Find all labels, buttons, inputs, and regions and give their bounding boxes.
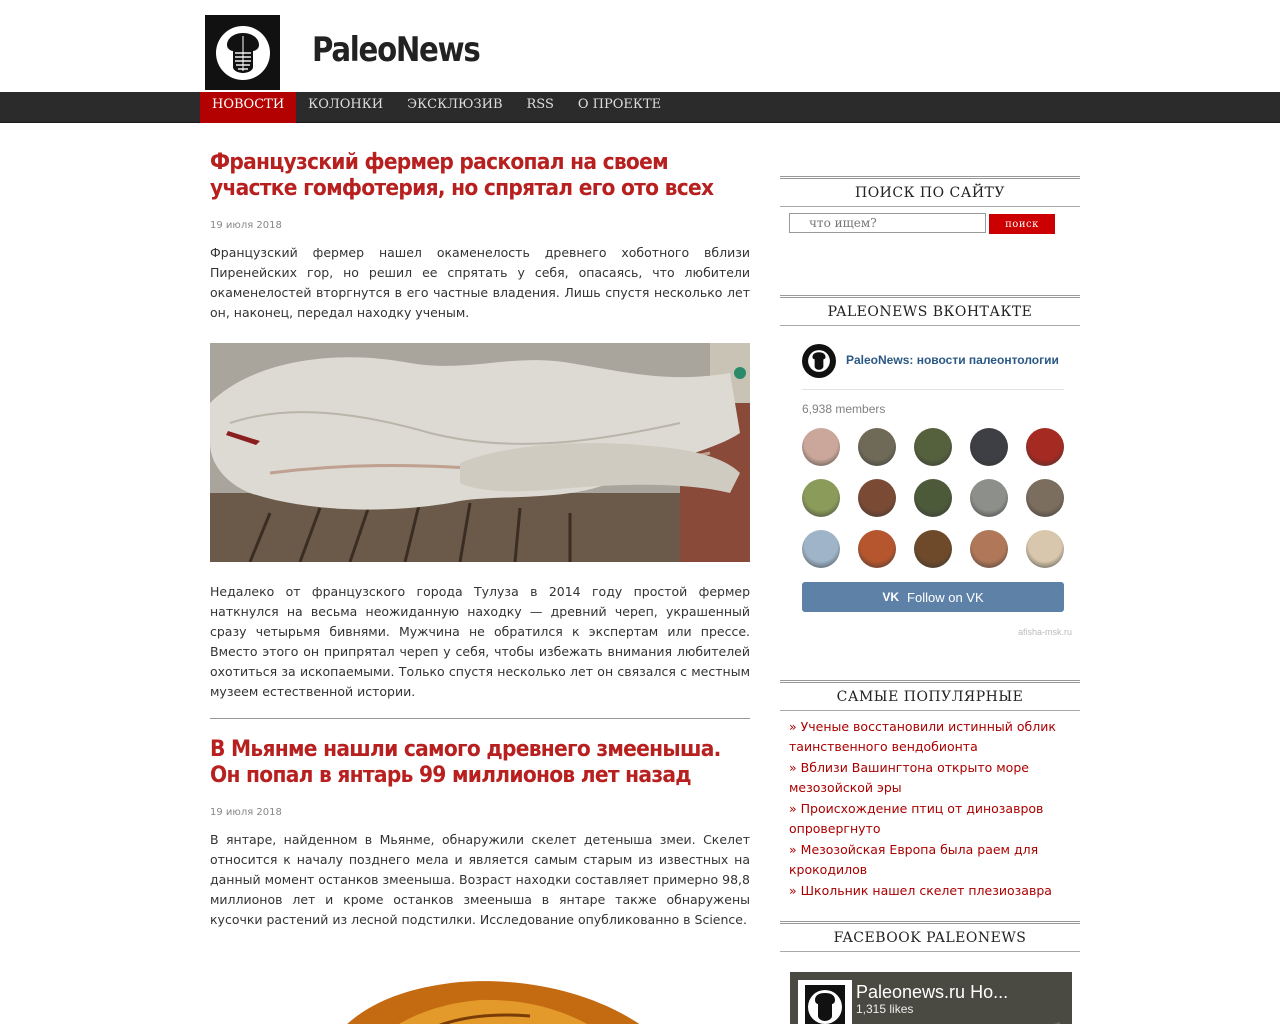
trilobite-icon [808, 349, 830, 373]
popular-item-link[interactable]: Школьник нашел скелет плезиозавра [800, 883, 1052, 898]
popular-item-link[interactable]: Мезозойская Европа была раем для крокодилов [789, 842, 1039, 877]
nav-item[interactable]: ЭКСКЛЮЗИВ [407, 97, 503, 112]
vk-members-grid [802, 428, 1066, 568]
vk-member-avatar[interactable] [1026, 479, 1064, 517]
popular-item[interactable] [789, 799, 1080, 839]
popular-item[interactable] [789, 717, 1080, 757]
vk-member-avatar[interactable] [802, 530, 840, 568]
site-logo[interactable] [205, 15, 280, 90]
vk-members-count[interactable]: 6,938 members [802, 402, 886, 416]
vk-member-avatar[interactable] [1026, 530, 1064, 568]
vk-member-avatar[interactable] [970, 428, 1008, 466]
vk-member-avatar[interactable] [858, 479, 896, 517]
vk-member-avatar[interactable] [914, 530, 952, 568]
vk-follow-label: Follow on VK [907, 589, 984, 605]
post-excerpt: В янтаре, найденном в Мьянме, обнаружили скелет детеныша змеи. Скелет относится к началу позднего мела и является самым старым из известных на данный момент останков змееныша. Возраст находки составляет примерно 98,8 миллионов лет и кроме останков змееныша в янтаре также обнаружены кусочки растений из лесной подстилки. Исследование опубликованно в Science. [210, 832, 750, 927]
post-body: Недалеко от французского города Тулуза в 2014 году простой фермер наткнулся на весьма неожиданную находку — древний череп, украшенный сразу четырьмя бивнями. Мужчина не обратился к экспертам или прессе. Вместо этого он припрятал череп у себя, чтобы избежать внимания любителей охотиться за ископаемыми. Только спустя несколько лет он связался с местным музеем естественной истории. [210, 584, 750, 699]
vk-widget [780, 295, 1080, 646]
arrow-icon: » [789, 801, 797, 816]
site-title[interactable]: PaleoNews [312, 30, 480, 70]
popular-item[interactable] [789, 758, 1080, 798]
arrow-icon: » [789, 760, 797, 775]
trilobite-icon [805, 985, 845, 1024]
nav-item[interactable]: RSS [526, 97, 554, 112]
arrow-icon: » [789, 719, 797, 734]
search-widget [780, 176, 1080, 257]
popular-item[interactable] [789, 840, 1080, 880]
vk-member-avatar[interactable] [1026, 428, 1064, 466]
popular-item[interactable] [789, 881, 1080, 901]
arrow-icon: » [789, 842, 797, 857]
widget-title: PALEONEWS ВКОНТАКТЕ [780, 295, 1080, 326]
post-title[interactable]: В Мьянме нашли самого древнего змееныша. Он попал в янтарь 99 миллионов лет назад [210, 737, 721, 788]
post-image[interactable] [210, 950, 750, 1024]
vk-member-avatar[interactable] [802, 428, 840, 466]
widget-title: FACEBOOK PALEONEWS [780, 921, 1080, 952]
fossil-photo [210, 343, 750, 562]
site-header [0, 0, 1280, 92]
post-divider [210, 718, 750, 719]
post [210, 737, 750, 1024]
arrow-icon: » [789, 883, 797, 898]
popular-item-link[interactable]: Ученые восстановили истинный облик таинственного вендобионта [789, 719, 1056, 754]
post-image[interactable] [210, 343, 750, 562]
post-date: 19 июля 2018 [210, 807, 282, 818]
search-input[interactable] [789, 213, 986, 233]
vk-icon: VK [882, 590, 900, 604]
popular-widget [780, 680, 1080, 901]
popular-list [780, 711, 1080, 901]
popular-item-link[interactable]: Происхождение птиц от динозавров опровергнуто [789, 801, 1044, 836]
facebook-page-logo[interactable] [798, 980, 852, 1024]
amber-photo [210, 950, 750, 1024]
vk-group-name[interactable]: PaleoNews: новости палеонтологии [846, 353, 1059, 367]
post-date: 19 июля 2018 [210, 220, 282, 231]
vk-member-avatar[interactable] [914, 428, 952, 466]
trilobite-icon [216, 26, 270, 80]
vk-group-header [802, 344, 1064, 390]
vk-member-avatar[interactable] [858, 530, 896, 568]
widget-title: САМЫЕ ПОПУЛЯРНЫЕ [780, 680, 1080, 711]
main-content [210, 150, 750, 1024]
facebook-likes: 1,315 likes [856, 1002, 914, 1016]
vk-follow-button[interactable] [802, 582, 1064, 612]
nav-item[interactable]: КОЛОНКИ [308, 97, 384, 112]
facebook-widget [780, 921, 1080, 1024]
popular-item-link[interactable]: Вблизи Вашингтона открыто море мезозойской эры [789, 760, 1029, 795]
post-title[interactable]: Французский фермер раскопал на своем участке гомфотерия, но спрятал его ото всех [210, 150, 714, 201]
vk-member-avatar[interactable] [802, 479, 840, 517]
post-excerpt: Французский фермер нашел окаменелость древнего хоботного вблизи Пиренейских гор, но решил ее спрятать у себя, опасаясь, что любители окаменелостей вторгнутся в его частные владения. Лишь спустя несколько лет он, наконец, передал находку ученым. [210, 245, 750, 320]
post [210, 150, 750, 702]
vk-credit-link[interactable]: afisha-msk.ru [1017, 627, 1072, 637]
vk-member-avatar[interactable] [914, 479, 952, 517]
sidebar [780, 176, 1080, 1024]
nav-item[interactable]: НОВОСТИ [200, 92, 296, 123]
widget-title: ПОИСК ПО САЙТУ [780, 176, 1080, 207]
vk-group-avatar[interactable] [802, 344, 836, 378]
vk-member-avatar[interactable] [970, 479, 1008, 517]
vk-member-avatar[interactable] [970, 530, 1008, 568]
search-button[interactable]: поиск [989, 214, 1055, 234]
nav-item[interactable]: О ПРОЕКТЕ [577, 97, 662, 112]
facebook-page-name[interactable]: Paleonews.ru Но... [856, 982, 1009, 1002]
facebook-page-card[interactable] [790, 972, 1072, 1024]
vk-member-avatar[interactable] [858, 428, 896, 466]
main-nav [0, 92, 1280, 123]
